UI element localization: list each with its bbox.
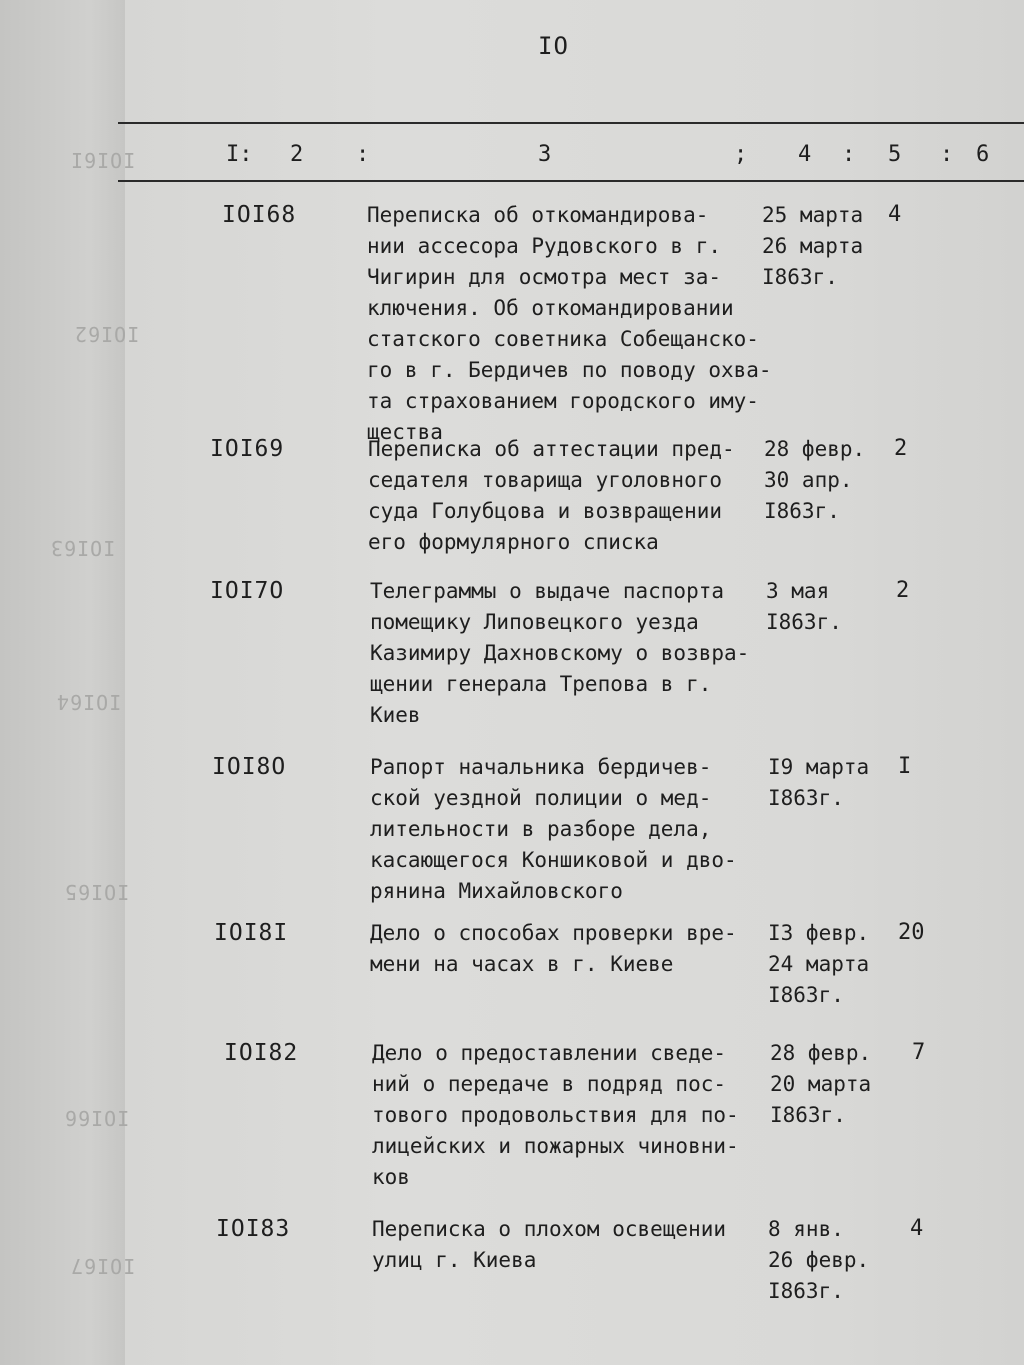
- date-line: I863г.: [768, 983, 844, 1007]
- header-bottom-rule: [118, 180, 1024, 182]
- dates-cell: [768, 918, 869, 1011]
- dates-cell: [764, 434, 865, 527]
- column-header-4: 4: [798, 142, 812, 167]
- ghost-margin-number: IOI66: [64, 1106, 130, 1130]
- column-header-2: 2: [290, 142, 304, 167]
- description-line: та страхованием городского иму-: [367, 389, 759, 413]
- date-line: 8 янв.: [768, 1217, 844, 1241]
- description-line: щении генерала Трепова в г.: [370, 672, 712, 696]
- ghost-margin-number: IOI64: [56, 690, 122, 714]
- description-line: Дело о способах проверки вре-: [370, 921, 737, 945]
- description-cell: [368, 434, 735, 558]
- column-header-1: I:: [226, 142, 253, 167]
- page-count: 2: [894, 436, 908, 461]
- description-line: тового продовольствия для по-: [372, 1103, 739, 1127]
- description-line: ской уездной полиции о мед-: [370, 786, 712, 810]
- column-header-6: 6: [976, 142, 990, 167]
- description-line: Дело о предоставлении сведе-: [372, 1041, 727, 1065]
- column-header-3: 3: [538, 142, 552, 167]
- description-line: Переписка о плохом освещении: [372, 1217, 727, 1241]
- date-line: 28 февр.: [770, 1041, 872, 1065]
- description-line: лительности в разборе дела,: [370, 817, 712, 841]
- inventory-number: IOI82: [224, 1040, 299, 1066]
- dates-cell: [768, 1214, 869, 1307]
- header-top-rule: [118, 122, 1024, 124]
- description-cell: [367, 200, 772, 448]
- description-line: Киев: [370, 703, 421, 727]
- date-line: I863г.: [762, 265, 838, 289]
- description-line: мени на часах в г. Киеве: [370, 952, 674, 976]
- page-count: 20: [898, 920, 925, 945]
- description-cell: [372, 1038, 739, 1193]
- description-line: Переписка об откомандирова-: [367, 203, 709, 227]
- description-cell: [370, 752, 737, 907]
- underlying-page-edge: [0, 0, 140, 1365]
- date-line: I863г.: [768, 1279, 844, 1303]
- description-line: Рапорт начальника бердичев-: [370, 755, 712, 779]
- page-number: IO: [538, 32, 569, 60]
- date-line: I863г.: [770, 1103, 846, 1127]
- dates-cell: [770, 1038, 871, 1131]
- description-line: Казимиру Дахновскому о возвра-: [370, 641, 750, 665]
- description-line: касающегося Коншиковой и дво-: [370, 848, 737, 872]
- ghost-margin-number: IOI62: [74, 322, 140, 346]
- date-line: 26 февр.: [768, 1248, 870, 1272]
- page-count: 7: [912, 1040, 926, 1065]
- inventory-number: IOI83: [216, 1216, 291, 1242]
- inventory-number: IOI68: [222, 202, 297, 228]
- inventory-number: IOI7O: [210, 578, 285, 604]
- date-line: I863г.: [766, 610, 842, 634]
- dates-cell: [762, 200, 863, 293]
- description-cell: [370, 576, 749, 731]
- date-line: 25 марта: [762, 203, 864, 227]
- column-separator: :: [356, 142, 370, 167]
- date-line: I9 марта: [768, 755, 870, 779]
- date-line: I863г.: [764, 499, 840, 523]
- inventory-number: IOI69: [210, 436, 285, 462]
- description-line: седателя товарища уголовного: [368, 468, 723, 492]
- ghost-margin-number: IOI65: [64, 880, 130, 904]
- date-line: 26 марта: [762, 234, 864, 258]
- dates-cell: [766, 576, 842, 638]
- ghost-margin-number: IOI67: [70, 1254, 136, 1278]
- ghost-margin-number: IOI6I: [70, 148, 136, 172]
- description-line: ний о передаче в подряд пос-: [372, 1072, 727, 1096]
- page-count: I: [898, 754, 912, 779]
- page-count: 4: [888, 202, 902, 227]
- date-line: 24 марта: [768, 952, 870, 976]
- description-line: суда Голубцова и возвращении: [368, 499, 723, 523]
- description-line: нии ассесора Рудовского в г.: [367, 234, 722, 258]
- description-line: рянина Михайловского: [370, 879, 623, 903]
- description-line: помещику Липовецкого уезда: [370, 610, 699, 634]
- description-line: го в г. Бердичев по поводу охва-: [367, 358, 772, 382]
- column-separator: ;: [734, 142, 748, 167]
- description-line: ключения. Об откомандировании: [367, 296, 734, 320]
- date-line: I3 февр.: [768, 921, 870, 945]
- column-separator: :: [842, 142, 856, 167]
- dates-cell: [768, 752, 869, 814]
- description-line: щества: [367, 420, 443, 444]
- ghost-margin-number: IOI63: [50, 536, 116, 560]
- page-count: 2: [896, 578, 910, 603]
- description-line: его формулярного списка: [368, 530, 659, 554]
- description-cell: [372, 1214, 726, 1276]
- description-line: Телеграммы о выдаче паспорта: [370, 579, 725, 603]
- description-line: Чигирин для осмотра мест за-: [367, 265, 722, 289]
- description-line: улиц г. Киева: [372, 1248, 537, 1272]
- inventory-number: IOI8I: [214, 920, 289, 946]
- column-separator: :: [940, 142, 954, 167]
- description-line: ков: [372, 1165, 410, 1189]
- date-line: 30 апр.: [764, 468, 853, 492]
- date-line: 3 мая: [766, 579, 830, 603]
- column-header-5: 5: [888, 142, 902, 167]
- description-line: статского советника Собещанско-: [367, 327, 759, 351]
- date-line: I863г.: [768, 786, 844, 810]
- description-cell: [370, 918, 737, 980]
- date-line: 28 февр.: [764, 437, 866, 461]
- description-line: Переписка об аттестации пред-: [368, 437, 735, 461]
- description-line: лицейских и пожарных чиновни-: [372, 1134, 739, 1158]
- page-count: 4: [910, 1216, 924, 1241]
- date-line: 20 марта: [770, 1072, 872, 1096]
- inventory-number: IOI8O: [212, 754, 287, 780]
